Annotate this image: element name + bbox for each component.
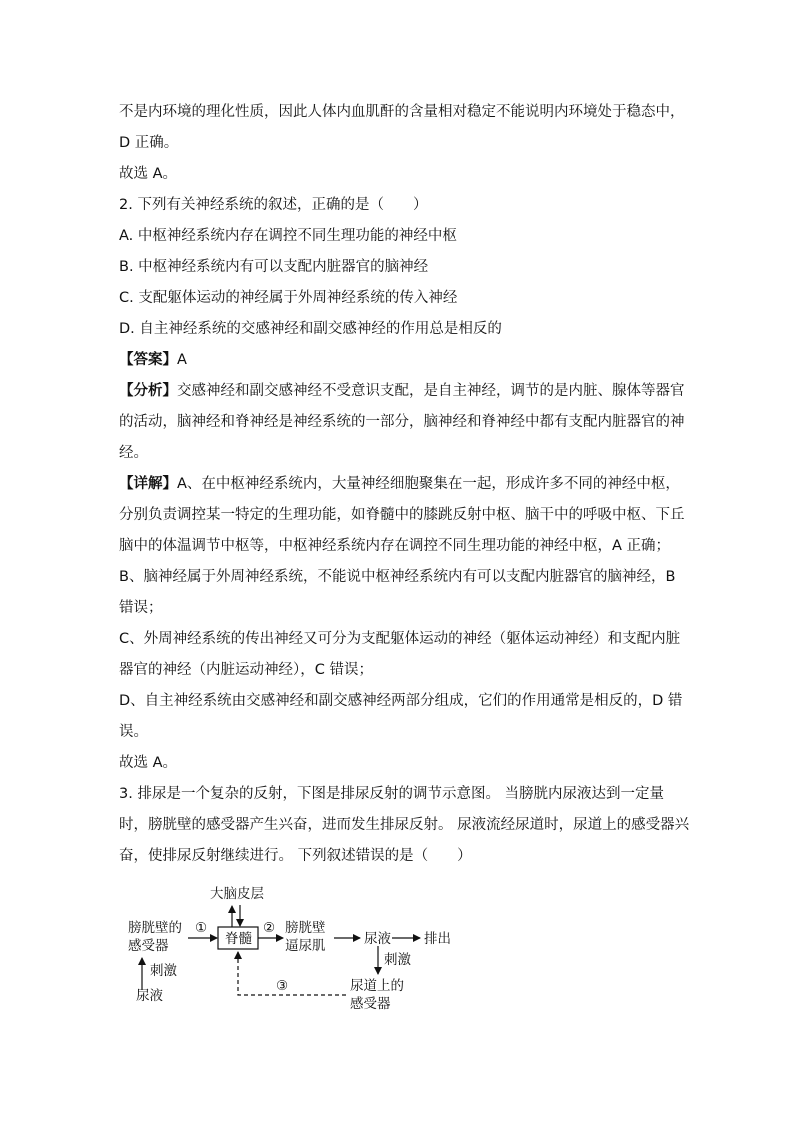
detail-line [119,469,679,500]
dashed-feedback-path [238,952,346,995]
answer-value: A [177,352,187,368]
spinal-cord-label: 脊髓 [225,931,252,947]
cortex-label: 大脑皮层 [210,886,264,902]
question-2-stem: 2. 下列有关神经系统的叙述，正确的是（ ） [119,197,428,213]
text-line: 故选 A。 [119,755,178,771]
text-line: 故选 A。 [119,166,178,182]
option-d: D. 自主神经系统的交感神经和副交感神经的作用总是相反的 [119,321,502,337]
option-b: B. 中枢神经系统内有可以支配内脏器官的脑神经 [119,259,429,275]
text-line: C、外周神经系统的传出神经又可分为支配躯体运动的神经（躯体运动神经）和支配内脏 [119,631,681,647]
question-3-stem: 3. 排尿是一个复杂的反射，下图是排尿反射的调节示意图。 当膀胱内尿液达到一定量 [119,786,665,802]
analysis-text: 交感神经和副交感神经不受意识支配，是自主神经，调节的是内脏、腺体等器官 [177,383,685,399]
option-c: C. 支配躯体运动的神经属于外周神经系统的传入神经 [119,290,458,306]
step-1-marker: ① [195,920,208,936]
text-line: D、自主神经系统由交感神经和副交感神经两部分组成，它们的作用通常是相反的，D 错 [119,693,683,709]
analysis-line [119,376,685,407]
answer-line [119,345,679,376]
stimulus-left-label: 刺激 [150,963,177,979]
text-line: 误。 [119,724,148,740]
receptor-label-1: 膀胱壁的 [128,920,182,936]
text-line: 经。 [119,445,148,461]
option-a: A. 中枢神经系统内存在调控不同生理功能的神经中枢 [119,228,457,244]
detail-label: 【详解】 [119,476,177,492]
text-line: 错误； [119,600,163,616]
text-line: D 正确。 [119,135,179,151]
text-line: 的活动，脑神经和脊神经是神经系统的一部分，脑神经和脊神经中都有支配内脏器官的神 [119,414,685,430]
reflex-diagram [126,878,466,1018]
urethra-label-2: 感受器 [350,996,391,1012]
document-body [119,97,690,872]
muscle-label-1: 膀胱壁 [285,920,326,936]
text-line: 器官的神经（内脏运动神经），C 错误； [119,662,373,678]
text-line: 分别负责调控某一特定的生理功能，如脊髓中的膝跳反射中枢、脑干中的呼吸中枢、下丘 [119,507,685,523]
answer-label: 【答案】 [119,352,177,368]
urethra-label-1: 尿道上的 [350,978,404,994]
urine-left-label: 尿液 [136,988,163,1004]
receptor-label-2: 感受器 [128,938,169,954]
text-line: B、脑神经属于外周神经系统，不能说中枢神经系统内有可以支配内脏器官的脑神经，B [119,569,676,585]
text-line: 不是内环境的理化性质，因此人体内血肌酐的含量相对稳定不能说明内环境处于稳态中， [119,104,685,120]
analysis-label: 【分析】 [119,383,177,399]
text-line: 脑中的体温调节中枢等，中枢神经系统内存在调控不同生理功能的神经中枢，A 正确； [119,538,671,554]
muscle-label-2: 逼尿肌 [285,938,326,954]
step-3-marker: ③ [276,978,289,994]
reflex-diagram-svg [126,878,466,1018]
detail-text: A、在中枢神经系统内，大量神经细胞聚集在一起，形成许多不同的神经中枢， [177,476,680,492]
out-label: 排出 [424,931,451,947]
step-2-marker: ② [263,920,276,936]
stimulus-right-label: 刺激 [384,952,411,968]
text-line: 奋，使排尿反射继续进行。 下列叙述错误的是（ ） [119,848,472,864]
urine-label: 尿液 [364,931,391,947]
text-line: 时，膀胱壁的感受器产生兴奋，进而发生排尿反射。 尿液流经尿道时，尿道上的感受器兴 [119,817,690,833]
